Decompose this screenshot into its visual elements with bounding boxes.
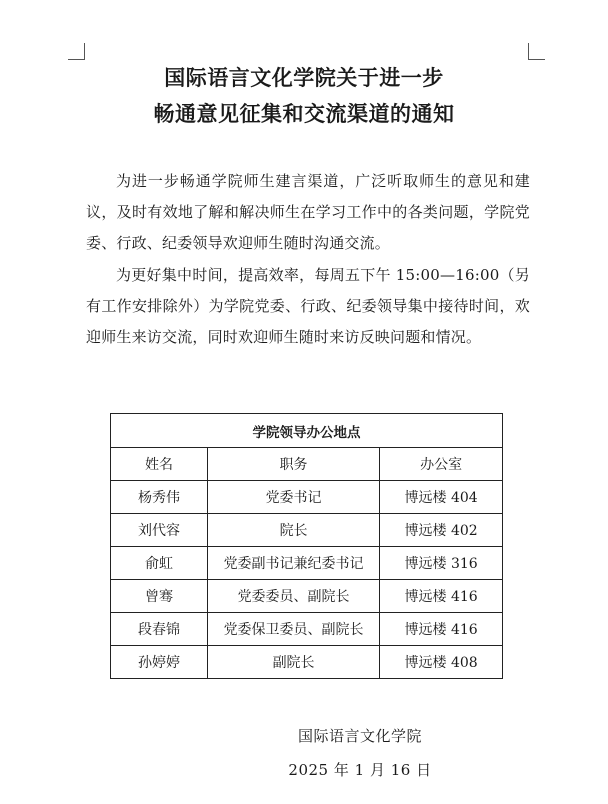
table-row [111,646,503,679]
cell-office: 博远楼 316 [380,547,503,580]
cell-name: 曾骞 [111,580,208,613]
table-caption: 学院领导办公地点 [111,414,503,448]
cell-position: 副院长 [207,646,379,679]
signature-organization: 国际语言文化学院 [297,727,422,745]
cell-position: 党委书记 [207,481,379,514]
table-row [111,514,503,547]
cell-office: 博远楼 402 [380,514,503,547]
crop-mark-left [68,43,85,60]
signature-date: 2025 年 1 月 16 日 [288,761,432,779]
office-location-table [110,413,503,679]
cell-position: 党委副书记兼纪委书记 [207,547,379,580]
cell-name: 段春锦 [111,613,208,646]
cell-office: 博远楼 408 [380,646,503,679]
body-paragraph-1: 为进一步畅通学院师生建言渠道，广泛听取师生的意见和建议，及时有效地了解和解决师生在学习工作中的各类问题，学院党委、行政、纪委领导欢迎师生随时沟通交流。 [86,172,530,252]
table-row [111,481,503,514]
table-row [111,580,503,613]
header-office: 办公室 [380,448,503,481]
document-title-line-1: 国际语言文化学院关于进一步 [164,66,444,90]
cell-name: 俞虹 [111,547,208,580]
cell-name: 刘代容 [111,514,208,547]
cell-office: 博远楼 416 [380,613,503,646]
table-row [111,547,503,580]
header-position: 职务 [207,448,379,481]
cell-position: 党委委员、副院长 [207,580,379,613]
table-caption-row [111,414,503,448]
table-header-row [111,448,503,481]
body-paragraph-2: 为更好集中时间，提高效率，每周五下午 15:00—16:00（另有工作安排除外）为学院党委、行政、纪委领导集中接待时间，欢迎师生来访交流，同时欢迎师生随时来访反映问题和情况。 [86,266,530,346]
table-row [111,613,503,646]
crop-mark-right [528,43,545,60]
cell-office: 博远楼 404 [380,481,503,514]
header-name: 姓名 [111,448,208,481]
cell-name: 杨秀伟 [111,481,208,514]
cell-office: 博远楼 416 [380,580,503,613]
document-title-line-2: 畅通意见征集和交流渠道的通知 [153,102,455,126]
cell-position: 党委保卫委员、副院长 [207,613,379,646]
cell-name: 孙婷婷 [111,646,208,679]
cell-position: 院长 [207,514,379,547]
